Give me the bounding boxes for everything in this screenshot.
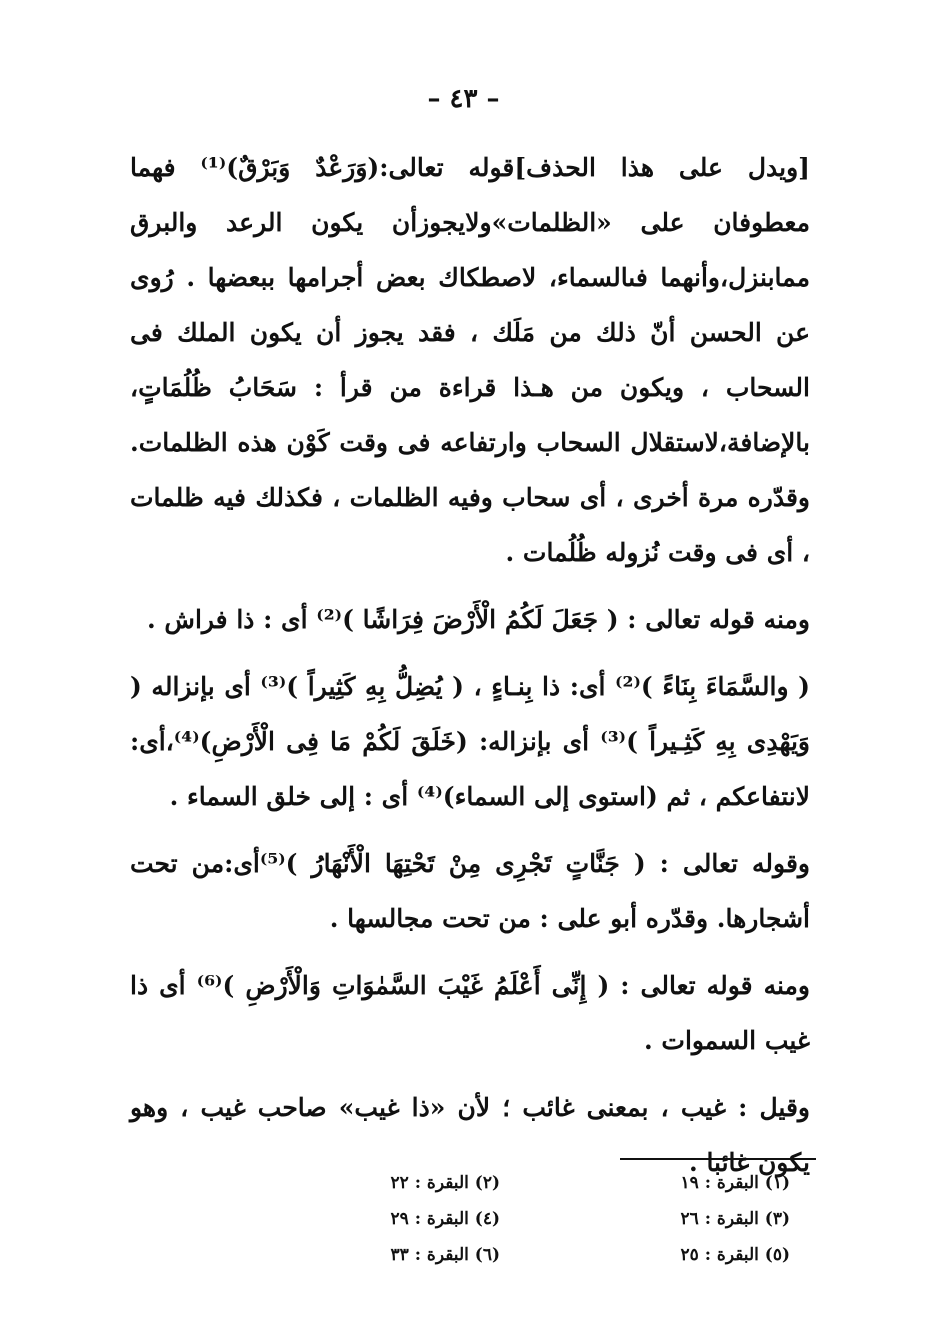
footnote: (١) البقرة : ١٩ [680, 1173, 790, 1193]
footnote: (٣) البقرة : ٢٦ [680, 1209, 790, 1229]
paragraph: ( والسَّمَاءَ بِنَاءً )⁽²⁾ أى: ذا بِنـاءٍ ، ( يُضِلُّ بِهِ كَثِيراً )⁽³⁾ أى بإنزاله ( وَيَهْدِى بِهِ كَثِـيراً )⁽³⁾ أى بإنزاله: (خَلَقَ لَكُمْ مَا فِى الْأَرْضِ)⁽⁴⁾،أى: لانتفاعكم ، ثم (استوى إلى السماء)⁽⁴⁾ أى : إلى خلق السماء . [130, 672, 811, 811]
footnote: (٤) البقرة : ٢٩ [390, 1209, 500, 1229]
paragraph: ومنه قوله تعالى : ( جَعَلَ لَكُمُ الْأَرْضَ فِرَاشًا )⁽²⁾ أى : ذا فراش . [147, 605, 810, 634]
footnote: (٢) البقرة : ٢٢ [390, 1173, 500, 1193]
paragraph: ومنه قوله تعالى : ( إِنِّى أَعْلَمُ غَيْبَ السَّمٰوَاتِ وَالْأَرْضِ )⁽⁶⁾ أى ذا غيب السموات . [130, 971, 810, 1055]
paragraph: [ويدل على هذا الحذف]قوله تعالى:(وَرَعْدٌ وَبَرْقٌ)⁽¹⁾ فهما معطوفان على «الظلمات»ولايجوزأن يكون الرعد والبرق ممابنزل،وأنهما فىالسماء، لاصطكاك بعض أجرامها ببعضها . رُوى عن الحسن أنّ ذلك من مَلَك ، فقد يجوز أن يكون الملك فى السحاب ، ويكون من هـذا قراءة من قرأ : سَحَابُ ظُلُمَاتٍ، بالإضافة،لاستقلال السحاب وارتفاعه فى وقت كَوْن هذه الظلمات. وقدّره مرة أخرى ، أى سحاب وفيه الظلمات ، فكذلك فيه ظلمات ، أى فى وقت نُزوله ظُلُمات . [130, 153, 810, 567]
paragraph: وقوله تعالى : ( جَنَّاتٍ تَجْرِى مِنْ تَحْتِهَا الْأَنْهَارُ )⁽⁵⁾أى:من تحت أشجارها. وقدّره أبو على : من تحت مجالسها . [130, 849, 810, 933]
footnote: (٦) البقرة : ٣٣ [390, 1245, 500, 1265]
paragraph: وقيل : غيب ، بمعنى غائب ؛ لأن «ذا غيب» صاحب غيب ، وهو يكون غائبا . [130, 1093, 810, 1177]
footnote-divider [620, 1158, 816, 1160]
footnote: (٥) البقرة : ٢٥ [680, 1245, 790, 1265]
page-number: – ٤٣ – [427, 84, 500, 114]
footnotes [330, 1170, 790, 1268]
body-text [130, 140, 810, 1190]
